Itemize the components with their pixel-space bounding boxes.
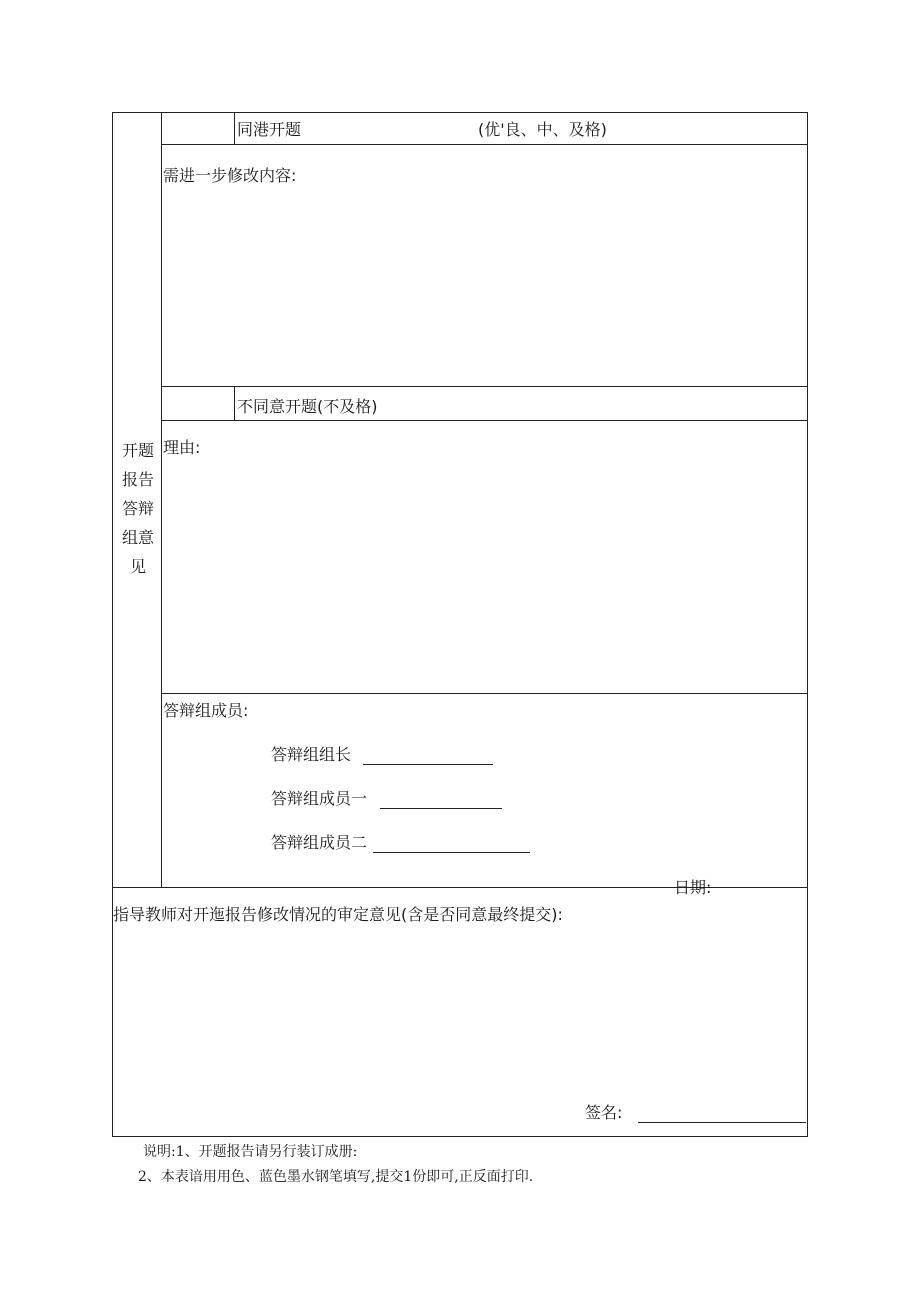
member-one-label: 答辩组成员一 <box>271 789 368 808</box>
table-right-border <box>807 112 808 1137</box>
advisor-signature-line[interactable] <box>638 1122 806 1123</box>
revise-content-field[interactable] <box>162 192 807 384</box>
revise-content-label: 需进一步修改内容: <box>163 166 297 185</box>
disagree-row-bottom <box>161 420 808 421</box>
leader-signature-line[interactable] <box>363 764 493 765</box>
leader-label: 答辩组组长 <box>271 745 352 764</box>
member-one-signature-line[interactable] <box>380 808 502 809</box>
advisor-opinion-field[interactable] <box>113 930 807 1090</box>
disagree-option-label: 不同意开题(不及格) <box>237 397 378 416</box>
date-label: 日期: <box>674 878 712 897</box>
disagree-checkbox-cell-divider <box>234 386 235 421</box>
signature-label: 签名: <box>585 1103 623 1122</box>
agree-checkbox[interactable] <box>162 113 234 144</box>
advisor-opinion-label: 指导教师对开迤报告修改情况的审定意见(含是否同意最终提交): <box>113 905 563 924</box>
revise-area-bottom <box>161 386 808 387</box>
member-two-label: 答辩组成员二 <box>271 833 368 852</box>
note-line-2: 2、本表谙用用色、蓝色墨水钢笔填写,提交1份即可,正反面打印. <box>138 1169 534 1185</box>
agree-row-bottom <box>161 144 808 145</box>
table-bottom-border <box>112 1136 808 1137</box>
defense-group-opinion-label: 开题 报告 答辩 组意 见 <box>121 441 154 576</box>
date-label-clip <box>670 872 730 897</box>
member-two-signature-line[interactable] <box>373 852 530 853</box>
note-line-1: 说明:1、开题报告请另行装订成册: <box>143 1144 358 1160</box>
reason-label: 理由: <box>163 438 201 457</box>
disagree-checkbox[interactable] <box>162 387 234 420</box>
members-label: 答辩组成员: <box>163 701 249 720</box>
grade-hint: (优'良、中、及格) <box>478 120 607 139</box>
reason-field[interactable] <box>162 462 807 692</box>
reason-area-bottom <box>161 693 808 694</box>
agree-option-label: 同港开题 <box>237 120 302 139</box>
agree-checkbox-cell-divider <box>234 112 235 145</box>
